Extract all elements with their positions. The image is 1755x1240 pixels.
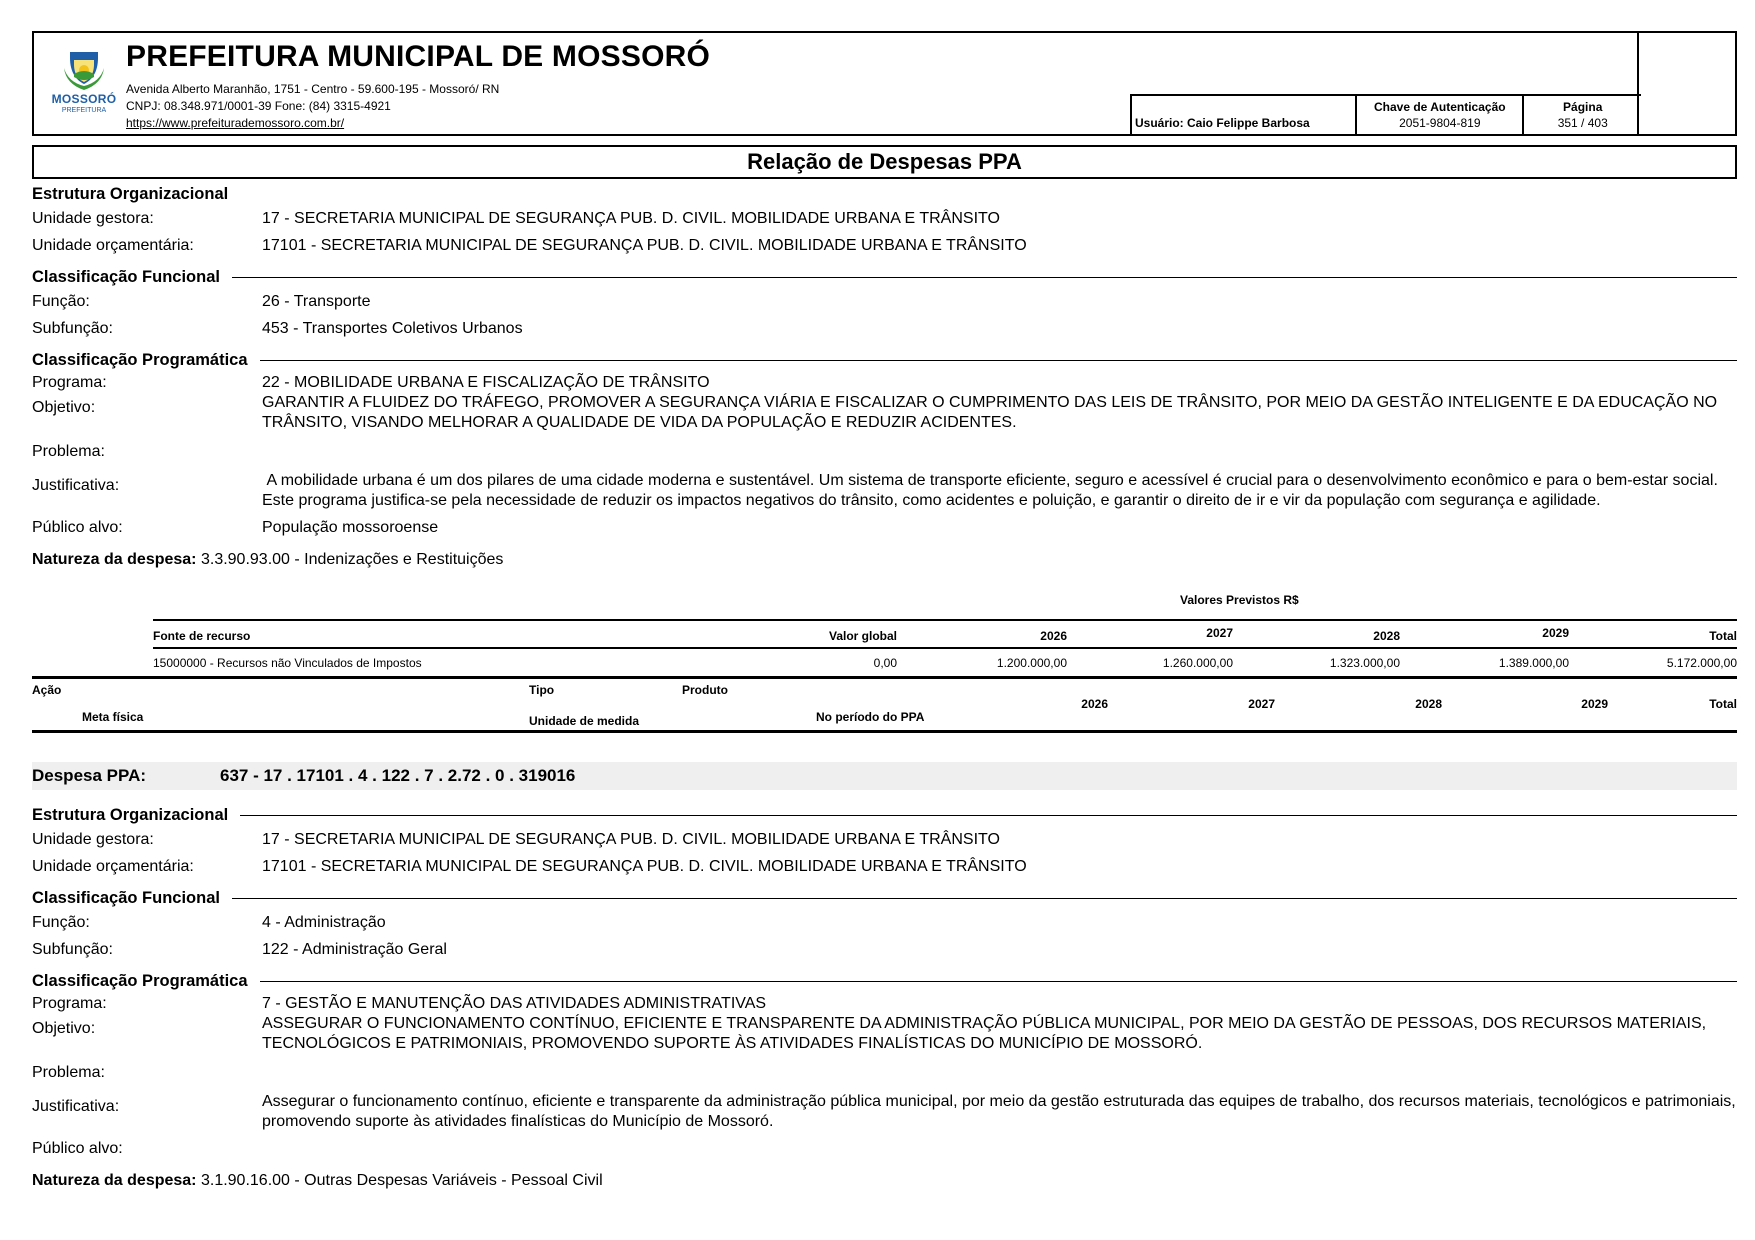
value-unidade-gestora: 17 - SECRETARIA MUNICIPAL DE SEGURANÇA PUB. D. CIVIL. MOBILIDADE URBANA E TRÂNSITO xyxy=(262,210,1000,227)
header-info-box xyxy=(1130,94,1641,134)
col-2028: 2028 xyxy=(1373,629,1400,643)
row-unidade-gestora xyxy=(32,830,1737,850)
row-subfuncao xyxy=(32,319,1737,339)
col-action-total: Total xyxy=(1709,697,1737,711)
cell-2026: 1.200.000,00 xyxy=(996,656,1067,670)
label-justificativa: Justificativa: xyxy=(32,1098,120,1115)
label-publico-alvo: Público alvo: xyxy=(32,1140,123,1157)
row-objetivo xyxy=(32,1014,1737,1054)
row-programa xyxy=(32,994,1737,1014)
value-justificativa: Assegurar o funcionamento contínuo, eficiente e transparente da administração pública municipal, por meio da gestão estruturada das equipes de trabalho, dos recursos materiais, tecnológicos e patrimoniais, promovendo suporte às atividades finalísticas do Município de Mossoró. xyxy=(262,1093,1736,1130)
row-programa xyxy=(32,373,1737,393)
label-justificativa: Justificativa: xyxy=(32,477,120,494)
auth-key-cell xyxy=(1357,96,1524,134)
section-class-funcional-title: Classificação Funcional xyxy=(32,888,220,907)
row-justificativa xyxy=(32,471,1737,511)
divider xyxy=(260,360,1737,361)
col-acao: Ação xyxy=(32,683,62,697)
natureza-despesa xyxy=(32,1171,1737,1191)
org-name: PREFEITURA MUNICIPAL DE MOSSORÓ xyxy=(126,40,711,73)
cell-2029: 1.389.000,00 xyxy=(1498,656,1569,670)
expense-block-2 xyxy=(32,804,1737,1191)
divider xyxy=(232,898,1737,899)
value-objetivo: GARANTIR A FLUIDEZ DO TRÁFEGO, PROMOVER A SEGURANÇA VIÁRIA E FISCALIZAR O CUMPRIMENTO DAS LEIS DE TRÂNSITO, POR MEIO DA GESTÃO INTELIGENTE E DA EDUCAÇÃO NO TRÂNSITO, VISANDO MELHORAR A QUALIDADE DE VIDA DA POPULAÇÃO E REDUZIR ACIDENTES. xyxy=(262,394,1718,431)
label-problema: Problema: xyxy=(32,443,105,460)
row-problema xyxy=(32,1063,1737,1083)
auth-key-label: Chave de Autenticação xyxy=(1373,100,1506,114)
label-subfuncao: Subfunção: xyxy=(32,941,113,958)
value-unidade-orcamentaria: 17101 - SECRETARIA MUNICIPAL DE SEGURANÇA PUB. D. CIVIL. MOBILIDADE URBANA E TRÂNSITO xyxy=(262,858,1027,875)
label-subfuncao: Subfunção: xyxy=(32,320,113,337)
value-natureza: 3.1.90.16.00 - Outras Despesas Variáveis - Pessoal Civil xyxy=(200,1172,603,1189)
user-label: Usuário: Caio Felippe Barbosa xyxy=(1132,96,1357,134)
values-caption: Valores Previstos R$ xyxy=(1180,593,1299,607)
label-objetivo: Objetivo: xyxy=(32,399,96,416)
col-valor-global: Valor global xyxy=(828,629,897,643)
cell-2028: 1.323.000,00 xyxy=(1329,656,1400,670)
section-estrutura xyxy=(32,804,1737,826)
row-publico-alvo xyxy=(32,1139,1737,1159)
value-objetivo: ASSEGURAR O FUNCIONAMENTO CONTÍNUO, EFICIENTE E TRANSPARENTE DA ADMINISTRAÇÃO PÚBLICA MUNICIPAL, POR MEIO DA GESTÃO DE PESSOAS, DOS RECURSOS MATERIAIS, TECNOLÓGICOS E PATRIMONIAIS, PROMOVENDO SUPORTE ÀS ATIVIDADES FINALÍSTICAS DO MUNICÍPIO DE MOSSORÓ. xyxy=(262,1015,1707,1052)
value-publico-alvo: População mossoroense xyxy=(262,519,439,536)
org-address: Avenida Alberto Maranhão, 1751 - Centro - 59.600-195 - Mossoró/ RN xyxy=(126,82,500,96)
header-blank-cell xyxy=(1637,33,1735,134)
value-unidade-gestora: 17 - SECRETARIA MUNICIPAL DE SEGURANÇA PUB. D. CIVIL. MOBILIDADE URBANA E TRÂNSITO xyxy=(262,831,1000,848)
value-problema xyxy=(262,442,1737,462)
col-2026: 2026 xyxy=(1040,629,1067,643)
report-title: Relação de Despesas PPA xyxy=(32,145,1737,179)
row-funcao xyxy=(32,292,1737,312)
cell-valor-global: 0,00 xyxy=(873,656,897,670)
city-logo xyxy=(50,50,118,116)
cell-fonte: 15000000 - Recursos não Vinculados de Impostos xyxy=(153,656,422,670)
value-subfuncao: 453 - Transportes Coletivos Urbanos xyxy=(262,320,523,337)
col-meta-fisica: Meta física xyxy=(82,710,144,724)
section-class-funcional xyxy=(32,887,1737,909)
label-unidade-orcamentaria: Unidade orçamentária: xyxy=(32,858,194,875)
row-problema xyxy=(32,442,1737,462)
logo-subtext: PREFEITURA xyxy=(61,107,107,114)
label-programa: Programa: xyxy=(32,374,107,391)
label-unidade-gestora: Unidade gestora: xyxy=(32,210,154,227)
value-funcao: 26 - Transporte xyxy=(262,293,371,310)
label-natureza: Natureza da despesa: xyxy=(32,551,197,568)
row-funcao xyxy=(32,913,1737,933)
label-natureza: Natureza da despesa: xyxy=(32,1172,197,1189)
label-unidade-orcamentaria: Unidade orçamentária: xyxy=(32,237,194,254)
row-justificativa xyxy=(32,1092,1737,1132)
value-programa: 7 - GESTÃO E MANUTENÇÃO DAS ATIVIDADES ADMINISTRATIVAS xyxy=(262,995,767,1012)
section-class-programatica xyxy=(32,349,1737,371)
section-class-programatica xyxy=(32,970,1737,992)
table-rule xyxy=(153,647,1737,649)
row-unidade-orcamentaria xyxy=(32,857,1737,877)
section-class-programatica-title: Classificação Programática xyxy=(32,350,248,369)
row-objetivo xyxy=(32,393,1737,433)
label-problema: Problema: xyxy=(32,1064,105,1081)
label-unidade-gestora: Unidade gestora: xyxy=(32,831,154,848)
natureza-despesa xyxy=(32,550,1737,570)
table-rule xyxy=(32,676,1737,679)
value-unidade-orcamentaria: 17101 - SECRETARIA MUNICIPAL DE SEGURANÇA PUB. D. CIVIL. MOBILIDADE URBANA E TRÂNSITO xyxy=(262,237,1027,254)
value-natureza: 3.3.90.93.00 - Indenizações e Restituições xyxy=(200,551,504,568)
label-objetivo: Objetivo: xyxy=(32,1020,96,1037)
value-publico-alvo xyxy=(262,1139,1737,1159)
section-class-programatica-title: Classificação Programática xyxy=(32,971,248,990)
row-unidade-orcamentaria xyxy=(32,236,1737,256)
col-year-2027: 2027 xyxy=(1248,697,1275,711)
page-number: 351 / 403 xyxy=(1557,116,1608,130)
section-estrutura-title: Estrutura Organizacional xyxy=(32,805,229,824)
expense-block-1 xyxy=(32,183,1737,570)
label-publico-alvo: Público alvo: xyxy=(32,519,123,536)
value-problema xyxy=(262,1063,1737,1083)
org-contact xyxy=(126,81,499,132)
col-no-periodo: No período do PPA xyxy=(816,710,925,724)
value-funcao: 4 - Administração xyxy=(262,914,386,931)
col-fonte: Fonte de recurso xyxy=(153,629,251,643)
col-unidade-medida: Unidade de medida xyxy=(529,714,640,728)
col-2029: 2029 xyxy=(1542,626,1569,640)
section-class-funcional xyxy=(32,266,1737,288)
col-produto: Produto xyxy=(682,683,728,697)
section-estrutura xyxy=(32,183,1737,205)
cell-total: 5.172.000,00 xyxy=(1666,656,1737,670)
coat-of-arms-icon xyxy=(50,50,118,92)
logo-text: MOSSORÓ xyxy=(51,92,117,106)
value-subfuncao: 122 - Administração Geral xyxy=(262,941,447,958)
value-justificativa: A mobilidade urbana é um dos pilares de uma cidade moderna e sustentável. Um sistema de transporte eficiente, seguro e acessível é crucial para o desenvolvimento econômico e para o bem-estar social. Este programa justifica-se pela necessidade de reduzir os impactos negativos do trânsito, como acidentes e poluição, e garantir o direito de ir e vir da população com segurança e agilidade. xyxy=(262,472,1723,509)
col-2027: 2027 xyxy=(1206,626,1233,640)
table-rule xyxy=(153,619,1737,621)
org-cnpj-phone: CNPJ: 08.348.971/0001-39 Fone: (84) 3315-4921 xyxy=(126,99,391,113)
cell-2027: 1.260.000,00 xyxy=(1162,656,1233,670)
despesa-ppa-bar xyxy=(32,762,1737,790)
value-despesa-ppa: 637 - 17 . 17101 . 4 . 122 . 7 . 2.72 . 0 . 319016 xyxy=(220,766,576,785)
page-cell xyxy=(1524,96,1641,134)
section-class-funcional-title: Classificação Funcional xyxy=(32,267,220,286)
label-despesa-ppa: Despesa PPA: xyxy=(32,766,147,785)
label-funcao: Função: xyxy=(32,293,90,310)
col-year-2026: 2026 xyxy=(1081,697,1108,711)
divider xyxy=(260,981,1737,982)
row-subfuncao xyxy=(32,940,1737,960)
table-rule xyxy=(32,730,1737,733)
auth-key-value: 2051-9804-819 xyxy=(1399,116,1481,130)
divider xyxy=(240,815,1737,816)
col-tipo: Tipo xyxy=(529,683,555,697)
row-unidade-gestora xyxy=(32,209,1737,229)
col-year-2028: 2028 xyxy=(1415,697,1442,711)
page-label: Página xyxy=(1563,100,1603,114)
divider xyxy=(232,277,1737,278)
section-estrutura-title: Estrutura Organizacional xyxy=(32,184,229,203)
row-publico-alvo xyxy=(32,518,1737,538)
col-total: Total xyxy=(1709,629,1737,643)
value-programa: 22 - MOBILIDADE URBANA E FISCALIZAÇÃO DE TRÂNSITO xyxy=(262,374,710,391)
col-year-2029: 2029 xyxy=(1581,697,1608,711)
label-funcao: Função: xyxy=(32,914,90,931)
org-website-link[interactable]: https://www.prefeiturademossoro.com.br/ xyxy=(126,116,345,130)
label-programa: Programa: xyxy=(32,995,107,1012)
